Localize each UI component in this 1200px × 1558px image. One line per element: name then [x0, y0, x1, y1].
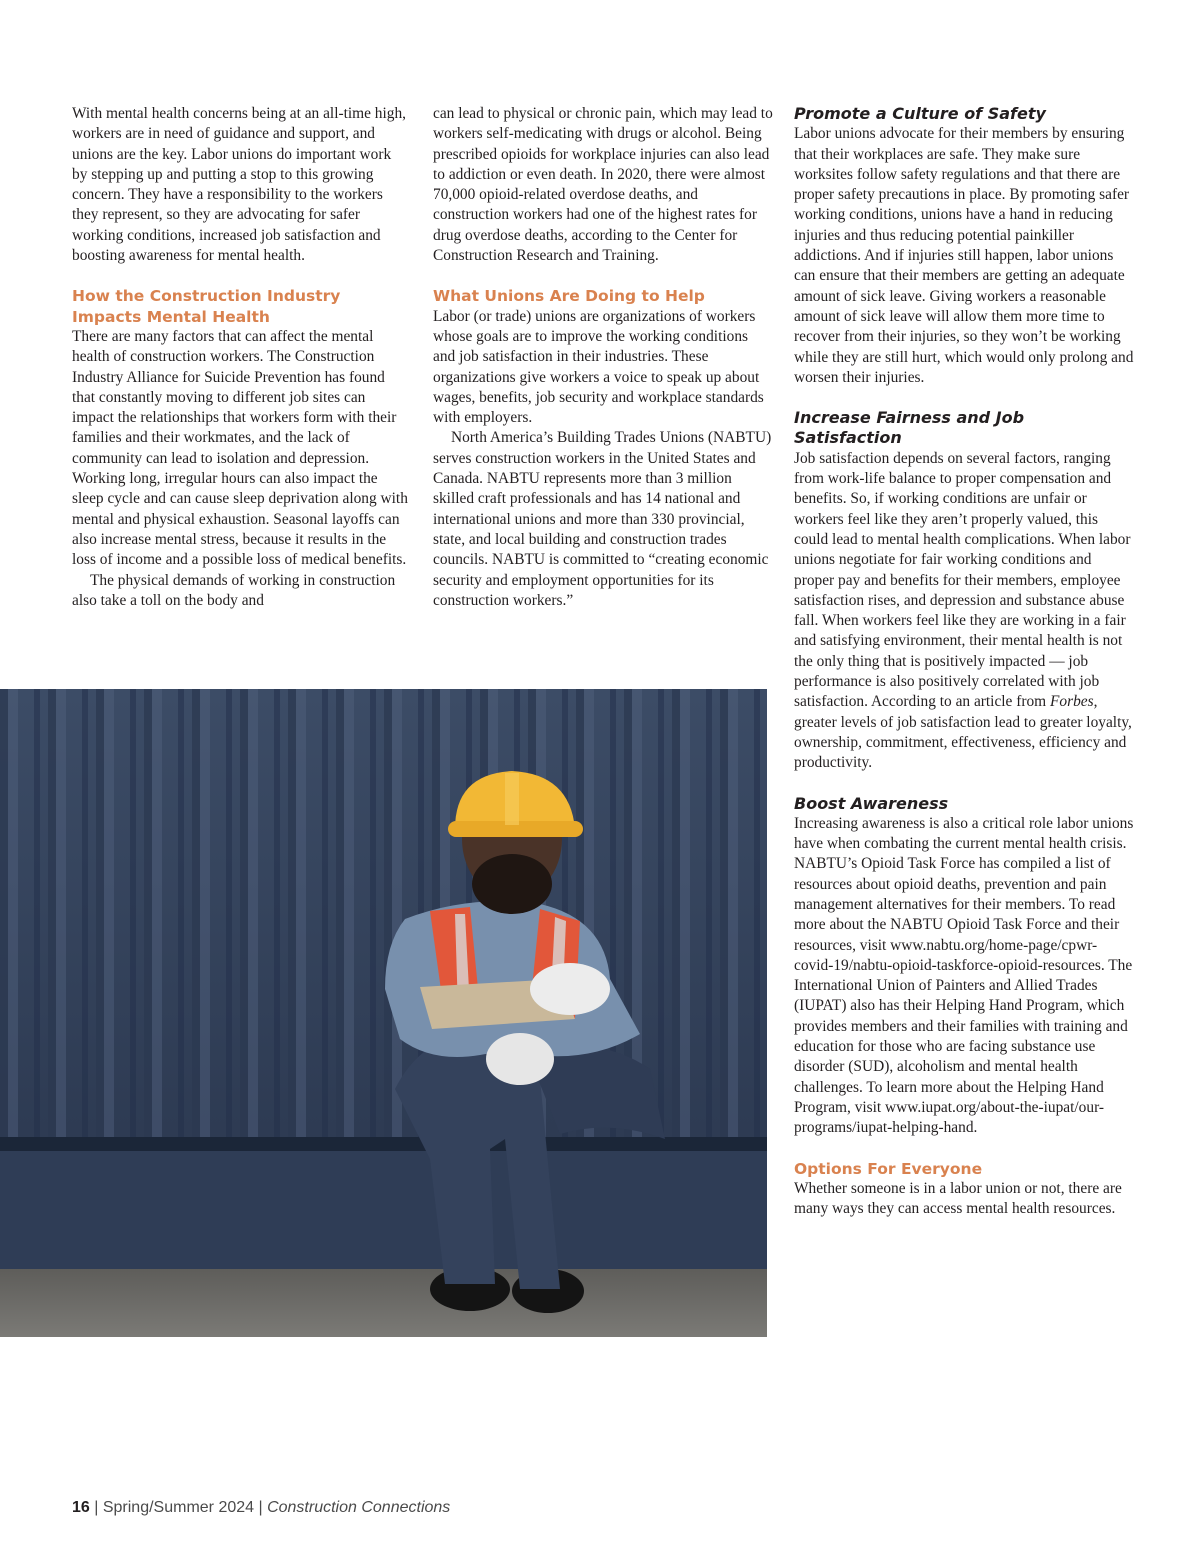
body-paragraph	[794, 449, 1134, 774]
footer-separator: |	[254, 1499, 268, 1516]
body-text: Job satisfaction depends on several factors, ranging from work-life balance to proper compensation and benefits. So, if working conditions are unfair or workers feel like they aren’t properly valued, this could lead to mental health complications. When labor unions negotiate for fair working conditions and proper pay and benefits for their members, employee satisfaction rises, and depression and substance abuse fall. When workers feel like they are working in a fair and satisfying environment, their mental health is not the only thing that is positively impacted — job performance is also positively correlated with job satisfaction. According to an article from	[794, 449, 1131, 711]
issue-label: Spring/Summer 2024	[102, 1499, 255, 1516]
body-paragraph: Labor unions advocate for their members by ensuring that their workplaces are safe. They make sure worksites follow safety regulations and that there are proper safety precautions in place. By promoting safer working conditions, unions have a hand in reducing injuries and thus reducing potential painkiller addictions. And if injuries still happen, labor unions can ensure that their members are getting an adequate amount of sick leave. Giving workers a reasonable amount of sick leave will allow them more time to recover from their injuries, so they won’t be working while they are still hurt, which would only prolong and worsen their injuries.	[794, 125, 1134, 386]
article-column-3	[794, 104, 1134, 1219]
body-paragraph: With mental health concerns being at an all-time high, workers are in need of guidance and support, and unions are the key. Labor unions do important work by stepping up and putting a stop to this growing concern. They have a responsibility to the workers they represent, so they are advocating for safer working conditions, increased job satisfaction and boosting awareness for mental health.	[72, 105, 407, 265]
forbes-citation: Forbes	[1050, 693, 1094, 711]
body-paragraph: Increasing awareness is also a critical role labor unions have when combating the current mental health crisis. NABTU’s Opioid Task Force has compiled a list of resources about opioid deaths, prevention and pain management alternatives for their members. To read more about the NABTU Opioid Task Force and their resources, visit www.nabtu.org/home-page/cpwr-covid-19/nabtu-opioid-taskforce-opioid-resources. The International Union of Painters and Allied Trades (IUPAT) also has their Helping Hand Program, which provides members and their families with training and education for those who are facing substance use disorder (SUD), alcoholism and mental health challenges. To learn more about the Helping Hand Program, visit www.iupat.org/about-the-iupat/our-programs/iupat-helping-hand.	[794, 814, 1134, 1137]
subheading-boost-awareness: Boost Awareness	[794, 793, 949, 813]
body-paragraph: Labor (or trade) unions are organizations of workers whose goals are to improve the working conditions and job satisfaction in their industries. These organizations give workers a voice to speak up about wages, benefits, job security and workplace standards with employers.	[433, 307, 764, 427]
construction-worker-photo	[0, 689, 767, 1337]
article-column-2	[433, 104, 773, 611]
section-heading-options: Options For Everyone	[794, 1159, 983, 1178]
section-heading-industry-impacts: How the Construction Industry Impacts Mental Health	[72, 287, 341, 326]
page-footer	[72, 1499, 450, 1517]
subheading-fairness-satisfaction: Increase Fairness and Job Satisfaction	[794, 408, 1025, 448]
body-paragraph: North America’s Building Trades Unions (NABTU) serves construction workers in the United States and Canada. NABTU represents more than 3 million skilled craft professionals and has 14 national and international unions and more than 330 provincial, state, and local building and construction trades councils. NABTU is committed to “creating economic security and employment opportunities for its construction workers.”	[433, 429, 772, 609]
subheading-culture-of-safety: Promote a Culture of Safety	[794, 104, 1046, 123]
body-paragraph: can lead to physical or chronic pain, which may lead to workers self-medicating with drugs or alcohol. Being prescribed opioids for workplace injuries can also lead to addiction or even death. In 2020, there were almost 70,000 opioid-related overdose deaths, and construction workers had one of the highest rates for drug overdose deaths, according to the Center for Construction Research and Training.	[433, 105, 773, 265]
body-text: , greater levels of job satisfaction lead to greater loyalty, ownership, commitment, effectiveness, efficiency and productivity.	[794, 693, 1132, 772]
footer-separator: |	[89, 1499, 103, 1516]
body-paragraph: The physical demands of working in construction also take a toll on the body and	[72, 571, 396, 609]
page-number: 16	[72, 1499, 90, 1516]
publication-name: Construction Connections	[267, 1499, 451, 1516]
section-heading-unions-help: What Unions Are Doing to Help	[433, 287, 705, 306]
body-paragraph: There are many factors that can affect the mental health of construction workers. The Construction Industry Alliance for Suicide Prevention has found that constantly moving to different job sites can impact the relationships that workers form with their families and their workmates, and the lack of community can lead to isolation and depression. Working long, irregular hours can also impact the sleep cycle and can cause sleep deprivation along with mental and physical exhaustion. Seasonal layoffs can also increase mental stress, because it results in the loss of income and a possible loss of medical benefits.	[72, 327, 408, 569]
article-column-1	[72, 104, 410, 611]
body-paragraph: Whether someone is in a labor union or not, there are many ways they can access mental health resources.	[794, 1179, 1122, 1218]
